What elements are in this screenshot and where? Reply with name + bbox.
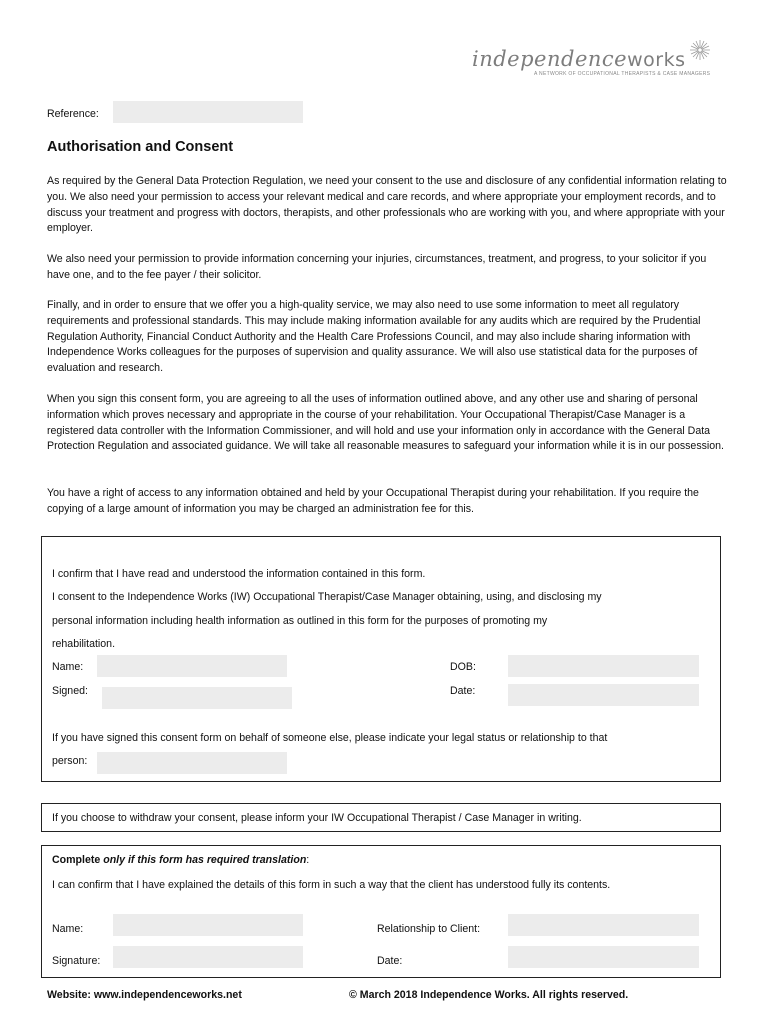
paragraph-gdpr: As required by the General Data Protection Regulation, we need your consent to the use and disclosure of any confidential information relating to you. We also need your permission to access your relevant medical and care records, and where appropriate your employment records, and to discuss your treatment and progress with doctors, therapists, and other professionals who are working with you, and where appropriate with your employer. — [47, 175, 727, 235]
flower-icon — [688, 38, 712, 62]
signature-field[interactable] — [113, 946, 303, 968]
signed-field[interactable] — [102, 687, 292, 709]
logo-word-light: independence — [472, 47, 628, 71]
withdraw-text: If you choose to withdraw your consent, please inform your IW Occupational Therapist / Case Manager in writing. — [52, 812, 582, 824]
signed-label: Signed: — [52, 685, 88, 697]
behalf-line-1: If you have signed this consent form on behalf of someone else, please indicate your legal status or relationship to that — [52, 732, 608, 744]
translation-heading-prefix: Complete — [52, 854, 104, 866]
translation-heading-italic: only if this form has required translation — [103, 854, 307, 866]
name-field[interactable] — [97, 655, 287, 677]
translator-name-field[interactable] — [113, 914, 303, 936]
company-logo — [472, 40, 712, 80]
reference-label: Reference: — [47, 108, 99, 120]
behalf-line-2: person: — [52, 755, 88, 767]
confirm-statement: I confirm that I have read and understood the information contained in this form. — [52, 568, 426, 580]
translation-heading — [52, 853, 309, 867]
consent-line-1: I consent to the Independence Works (IW) Occupational Therapist/Case Manager obtaining, using, and disclosing my — [52, 591, 602, 603]
logo-word-bold: works — [627, 49, 686, 71]
consent-line-2: personal information including health information as outlined in this form for the purposes of promoting my — [52, 615, 548, 627]
dob-field[interactable] — [508, 655, 699, 677]
relationship-to-client-field[interactable] — [508, 914, 699, 936]
page-title: Authorisation and Consent — [47, 139, 234, 155]
consent-line-3: rehabilitation. — [52, 638, 116, 650]
paragraph-solicitor: We also need your permission to provide information concerning your injuries, circumstances, treatment, and progress, to your solicitor if you have one, and to the fee payer / their solicitor. — [47, 253, 707, 281]
relationship-field[interactable] — [97, 752, 287, 774]
date-field[interactable] — [508, 684, 699, 706]
footer-copyright: © March 2018 Independence Works. All rights reserved. — [349, 989, 629, 1001]
logo-wordmark — [472, 48, 685, 71]
translator-date-field[interactable] — [508, 946, 699, 968]
relationship-to-client-label: Relationship to Client: — [377, 923, 481, 935]
name-label: Name: — [52, 661, 84, 673]
translator-name-label: Name: — [52, 923, 84, 935]
paragraph-agreement: When you sign this consent form, you are agreeing to all the uses of information outlined above, and any other use and sharing of personal information which proves necessary and appropriate in the course of your rehabilitation. Your Occupational Therapist/Case Manager is a registered data controller with the Information Commissioner, and will hold and use your information only in accordance with the General Data Protection Regulation and associated guidance. We will take all reasonable measures to safeguard your information while it is in our possession. — [47, 393, 725, 453]
paragraph-quality: Finally, and in order to ensure that we offer you a high-quality service, we may also need to use some information to meet all regulatory requirements and professional standards. This may include making information available for any audits which are required by the Prudential Regulation Authority, Financial Conduct Authority and the Health Care Professions Council, and may also include sharing information with Independence Works colleagues for the purposes of supervision and quality assurance. We will also use statistical data for the purposes of evaluation and research. — [47, 299, 701, 375]
translation-statement: I can confirm that I have explained the details of this form in such a way that the client has understood fully its contents. — [52, 879, 611, 891]
paragraph-access: You have a right of access to any information obtained and held by your Occupational Therapist during your rehabilitation. If you require the copying of a large amount of information you may be charged an administration fee for this. — [47, 487, 699, 515]
reference-field[interactable] — [113, 101, 303, 123]
logo-tagline: A NETWORK OF OCCUPATIONAL THERAPISTS & CASE MANAGERS — [534, 71, 711, 77]
footer-website: Website: www.independenceworks.net — [47, 989, 242, 1001]
translator-date-label: Date: — [377, 955, 403, 967]
translation-heading-suffix: : — [306, 854, 310, 866]
dob-label: DOB: — [450, 661, 476, 673]
signature-label: Signature: — [52, 955, 101, 967]
date-label: Date: — [450, 685, 476, 697]
